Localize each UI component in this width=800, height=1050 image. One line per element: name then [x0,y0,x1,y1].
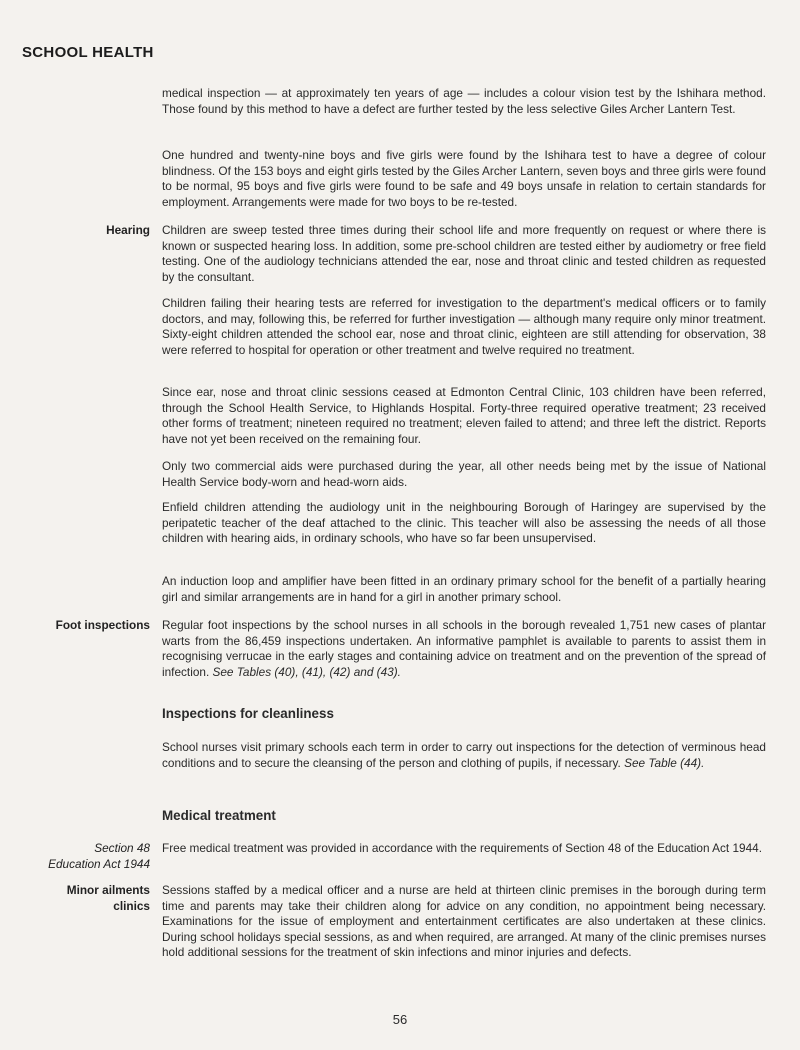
page-number: 56 [392,1012,408,1027]
paragraph-free-treatment: Free medical treatment was provided in accordance with the requirements of Section 48 of the Education Act 1944. [162,841,763,855]
side-label-hearing: Hearing [106,223,150,237]
section-48-line: Section 48 [94,841,150,855]
paragraph-minor-ailments: Sessions staffed by a medical officer and a nurse are held at thirteen clinic premises in the borough during term time and parents may take their children along for advice on any condition, no appointment being necessary. Examinations for the issue of employment and entertainment certificates are also undertaken at these clinics. During school holidays special sessions, as and when required, are arranged. At many of the clinic premises nurses hold additional sessions for the treatment of skin infections and minor injuries and defects. [162,883,766,960]
paragraph-audiology-unit: Enfield children attending the audiology unit in the neighbouring Borough of Haringey are supervised by the peripatetic teacher of the deaf attached to the clinic. This teacher will also be assessing the needs of all those children with hearing aids, in ordinary schools, who have so far been unsupervised. [162,500,766,546]
paragraph-foot-inspections [162,618,766,680]
paragraph-hearing-referrals: Children failing their hearing tests are referred for investigation to the department's medical officers or to family doctors, and may, following this, be referred for further investigation — although many require only minor treatment. Sixty-eight children attended the school ear, nose and throat clinic, eighteen are still attending for observation, 38 were referred to hospital for operation or other treatment and twelve required no treatment. [162,296,766,357]
paragraph-cleanliness [162,740,766,771]
subheading-cleanliness: Inspections for cleanliness [162,706,334,721]
side-label-minor-ailments [10,883,150,914]
side-label-foot-inspections: Foot inspections [55,618,150,632]
side-label-section-48 [10,841,150,872]
paragraph-hearing-tests: Children are sweep tested three times during their school life and more frequently on request or where there is known or suspected hearing loss. In addition, some pre-school children are tested either by audiometry or free field testing. One of the audiology technicians attended the ear, nose and throat clinic and tested children as requested by the consultant. [162,223,766,284]
cleanliness-text: School nurses visit primary schools each term in order to carry out inspections for the detection of verminous head conditions and to secure the cleansing of the person and clothing of pupils, if necessary. [162,740,766,770]
cleanliness-table-reference: See Table (44). [624,755,705,770]
minor-ailments-line: Minor ailments [66,883,150,897]
paragraph-colour-blindness: One hundred and twenty-nine boys and five girls were found by the Ishihara test to have a degree of colour blindness. Of the 153 boys and eight girls tested by the Giles Archer Lantern, seven boys and three girls were found to be normal, 95 boys and five girls were found to be safe and 49 boys unsafe in relation to certain standards for employment. Arrangements were made for two boys to be re-tested. [162,148,766,209]
clinics-line: clinics [113,898,150,913]
subheading-medical-treatment: Medical treatment [162,808,276,823]
education-act-line: Education Act 1944 [48,856,150,871]
foot-tables-reference: See Tables (40), (41), (42) and (43). [212,664,401,679]
paragraph-induction-loop: An induction loop and amplifier have been fitted in an ordinary primary school for the benefit of a partially hearing girl and similar arrangements are in hand for a girl in another primary school. [162,574,766,604]
page-header: SCHOOL HEALTH [22,44,154,61]
paragraph-commercial-aids: Only two commercial aids were purchased during the year, all other needs being met by the issue of National Health Service body-worn and head-worn aids. [162,459,766,489]
paragraph-colour-vision: medical inspection — at approximately ten years of age — includes a colour vision test by the Ishihara method. Those found by this method to have a defect are further tested by the less selective Giles Archer Lantern Test. [162,86,766,116]
paragraph-ent-clinic: Since ear, nose and throat clinic sessions ceased at Edmonton Central Clinic, 103 children have been referred, through the School Health Service, to Highlands Hospital. Forty-three required operative treatment; 23 received other forms of treatment; nineteen required no treatment; eleven failed to attend; and three left the district. Reports have not yet been received on the remaining four. [162,385,766,446]
foot-inspections-text: Regular foot inspections by the school nurses in all schools in the borough revealed 1,751 new cases of plantar warts from the 86,459 inspections undertaken. An informative pamphlet is available to parents to assist them in recognising verrucae in the early stages and containing advice on treatment and on the prevention of the spread of infection. [162,618,766,679]
